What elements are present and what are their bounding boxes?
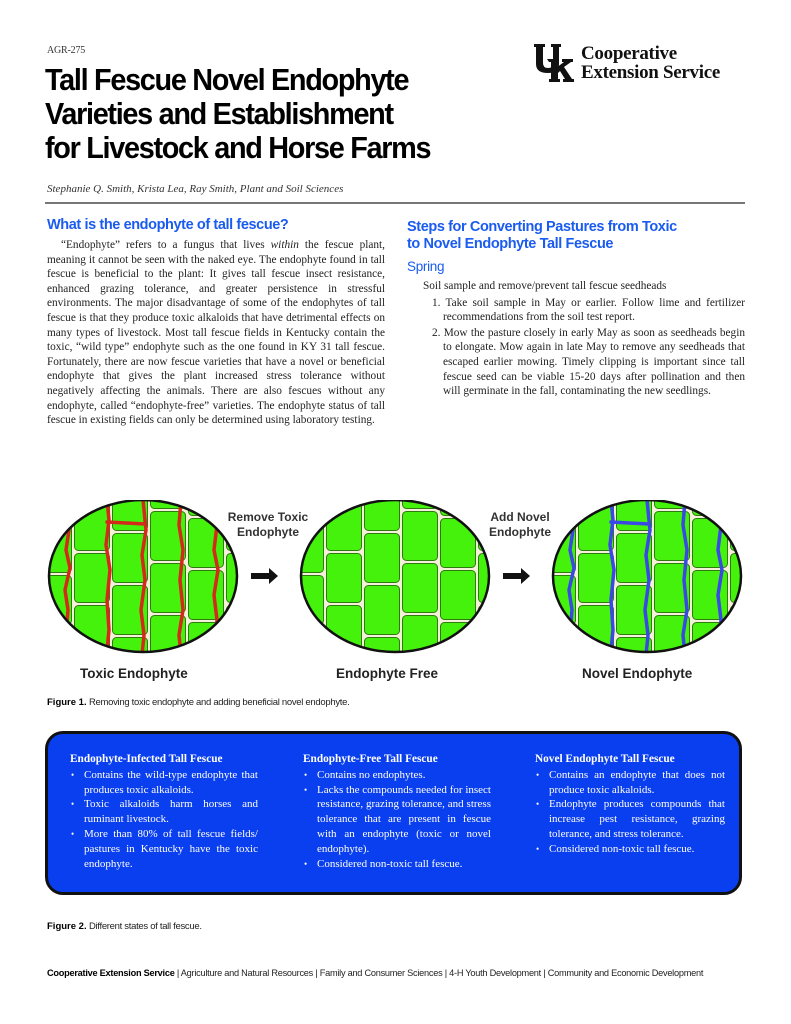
title-line-2: Varieties and Establishment <box>45 96 393 131</box>
plant-cell <box>365 534 400 583</box>
plant-cell <box>731 606 761 655</box>
column-title: Novel Endophyte Tall Fescue <box>535 753 675 765</box>
plant-cell <box>327 554 362 603</box>
hypha-strand <box>611 522 649 524</box>
figure-2-caption: Figure 2. Different states of tall fescue. <box>47 921 202 932</box>
list-item: • Contains the wild-type endophyte that produces toxic alkaloids. <box>70 768 258 798</box>
column-title: Endophyte-Infected Tall Fescue <box>70 753 223 765</box>
plant-cell <box>479 658 514 671</box>
plant-cell <box>579 502 614 551</box>
column-infected <box>70 752 258 871</box>
plant-cell <box>693 519 728 568</box>
figure-1-illustration <box>40 500 760 670</box>
uk-logo-icon <box>533 43 577 83</box>
plant-cell <box>731 554 761 603</box>
label-endophyte-free: Endophyte Free <box>336 666 439 681</box>
plant-cell <box>403 616 438 665</box>
section-heading-steps: Steps for Converting Pastures from Toxic to Novel Endophyte Tall Fescue <box>407 219 677 252</box>
page-title <box>45 63 482 165</box>
step-item: 2. Mow the pasture closely in early May as soon as seedheads begin to elongate. Mow again in late May to remove any seedheads that escaped earlier mowing. Timely clipping is important since tall fescue seed can be viable 15-20 days after pollination and then will germinate in the fall, contaminating the new seedlings. <box>432 326 745 398</box>
list-item: • Contains an endophyte that does not produce toxic alkaloids. <box>535 768 725 798</box>
arrow-right-icon <box>503 568 530 584</box>
plant-cell <box>365 500 400 531</box>
footer <box>47 968 703 978</box>
plant-cell <box>189 623 224 671</box>
title-line-1: Tall Fescue Novel Endophyte <box>45 62 409 97</box>
plant-cell <box>227 658 262 671</box>
plant-cell <box>441 571 476 620</box>
list-item: • Considered non-toxic tall fescue. <box>303 857 491 872</box>
list-item: • Toxic alkaloids harm horses and ruminant livestock. <box>70 797 258 827</box>
plant-cell <box>327 502 362 551</box>
column-novel <box>535 752 725 857</box>
list-item: • Contains no endophytes. <box>303 768 491 783</box>
hypha-strand <box>107 522 145 524</box>
header-divider <box>45 202 745 204</box>
column-free <box>303 752 491 871</box>
plant-cell <box>441 623 476 671</box>
step-add-novel: Add Novel Endophyte <box>489 510 551 539</box>
steps-list <box>407 279 745 400</box>
step-item: 1. Take soil sample in May or earlier. Follow lime and fertilizer recommendations from the soil test report. <box>432 296 745 324</box>
plant-cell <box>40 500 72 521</box>
novel-endophyte-circle <box>541 500 761 670</box>
plant-cell <box>327 606 362 655</box>
figure-2-box <box>45 731 742 895</box>
steps-lead: Soil sample and remove/prevent tall fescue seedheads <box>423 280 667 292</box>
plant-cell <box>479 606 514 655</box>
authors-line: Stephanie Q. Smith, Krista Lea, Ray Smith, Plant and Soil Sciences <box>47 183 344 195</box>
footer-programs: | Agriculture and Natural Resources | Family and Consumer Sciences | 4-H Youth Development | Community and Economic Development <box>176 968 704 978</box>
step-remove-toxic: Remove Toxic Endophyte <box>227 510 309 539</box>
arrow-right-icon <box>251 568 278 584</box>
figure-1-caption: Figure 1. Removing toxic endophyte and adding beneficial novel endophyte. <box>47 697 350 708</box>
plant-cell <box>403 512 438 561</box>
plant-cell <box>75 554 110 603</box>
list-item: • Lacks the compounds needed for insect resistance, grazing tolerance, and stress tolerance that are present in fescue with an endophyte (toxic or novel endophyte). <box>303 783 491 857</box>
extension-logo <box>533 43 720 83</box>
plant-cell <box>365 586 400 635</box>
plant-cell <box>40 628 72 671</box>
logo-line-1: Cooperative <box>581 43 677 64</box>
label-toxic-endophyte: Toxic Endophyte <box>80 666 188 681</box>
publication-number: AGR-275 <box>47 45 86 56</box>
logo-line-2: Extension Service <box>581 62 720 83</box>
subheading-spring: Spring <box>407 259 445 274</box>
footer-org: Cooperative Extension Service <box>47 968 175 978</box>
plant-cell <box>227 606 262 655</box>
plant-cell <box>693 623 728 671</box>
plant-cell <box>403 564 438 613</box>
plant-cell <box>75 606 110 655</box>
section-heading-endophyte: What is the endophyte of tall fescue? <box>47 217 289 233</box>
list-item: • Considered non-toxic tall fescue. <box>535 842 725 857</box>
plant-cell <box>541 628 576 671</box>
list-item: • More than 80% of tall fescue fields/ pastures in Kentucky have the toxic endophyte. <box>70 827 258 871</box>
endophyte-paragraph: “Endophyte” refers to a fungus that lives within the fescue plant, meaning it cannot be seen with the naked eye. The endophyte found in tall fescue is beneficial to the plant: It gives tall fescue insect resistance, enhanced grazing tolerance, and greater persistence in stressful environments. The major disadvantage of some of the endophytes of tall fescue is that they produce toxic alkaloids that have detrimental effects on many types of livestock. Most tall fescue fields in Kentucky contain the toxic, “wild type” endophyte such as the one found in KY 31 tall fescue. Fortunately, there are now fescue varieties that have a novel or beneficial endophyte that gives the plant increased stress tolerance without negatively affecting the animals. There are also fescues without any endophyte, called “endophyte-free” varieties. The endophyte status of tall fescue in existing fields can only be determined using laboratory testing. <box>47 239 386 427</box>
plant-cell <box>75 502 110 551</box>
plant-cell <box>289 628 324 671</box>
title-line-3: for Livestock and Horse Farms <box>45 130 431 165</box>
figure-1 <box>40 500 760 690</box>
column-title: Endophyte-Free Tall Fescue <box>303 753 438 765</box>
plant-cell <box>731 502 761 551</box>
plant-cell <box>579 554 614 603</box>
plant-cell <box>731 658 761 671</box>
label-novel-endophyte: Novel Endophyte <box>582 666 693 681</box>
plant-cell <box>579 606 614 655</box>
list-item: • Endophyte produces compounds that increase pest resistance, grazing tolerance, and stress tolerance. <box>535 797 725 841</box>
